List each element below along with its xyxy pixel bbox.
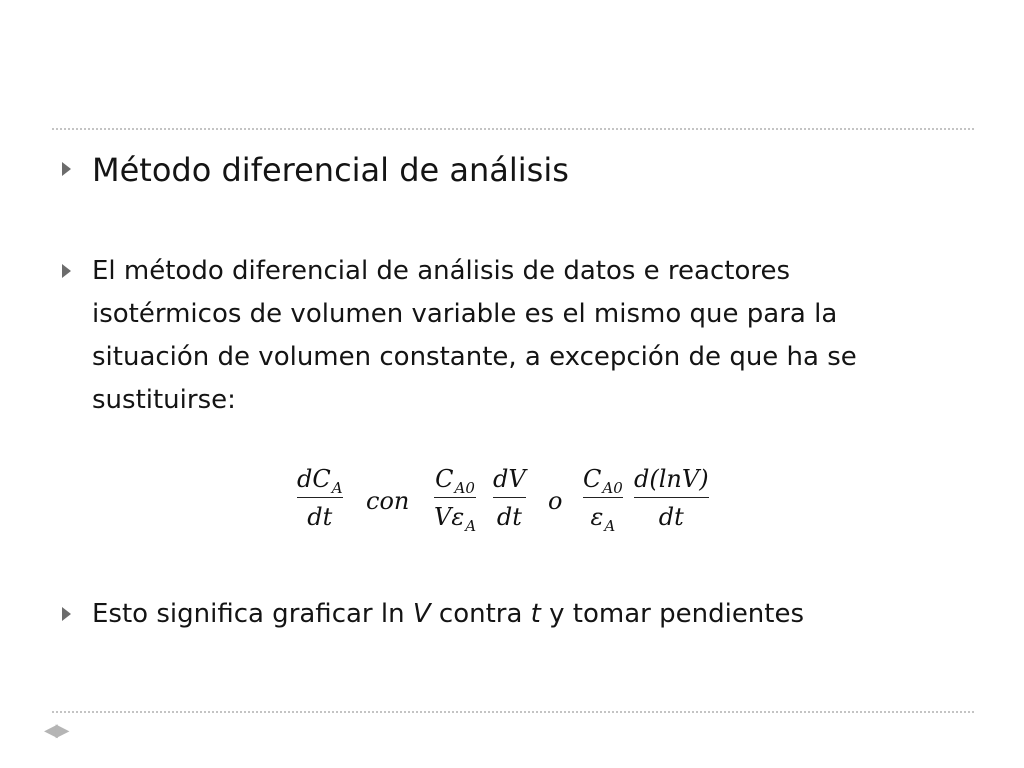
- paragraph-line: situación de volumen constante, a excepción de que ha se: [92, 342, 857, 372]
- equation-fraction-dv-dt: dV dt: [493, 465, 526, 531]
- equation-fraction-ca0-veps: $C_{A0}$ $V\varepsilon_A$: [434, 465, 477, 535]
- paragraph-line: isotérmicos de volumen variable es el mismo que para la: [92, 299, 838, 329]
- equation-fraction-dca-dt: $dC_A$ dt: [297, 465, 343, 531]
- conclusion-line: Esto significa graficar ln V contra t y tomar pendientes: [92, 599, 805, 629]
- equation-fraction-ca0-eps: $C_{A0}$ $\varepsilon_A$: [583, 465, 623, 535]
- bullet-arrow-icon: [62, 162, 71, 176]
- bullet-arrow-icon: [62, 607, 71, 621]
- slide-nav-icon[interactable]: ◀ ▶: [44, 720, 66, 741]
- equation-word-con: con: [366, 487, 410, 515]
- slide-title: Método diferencial de análisis: [92, 151, 569, 189]
- equation-word-o: o: [548, 487, 563, 515]
- body-paragraph: [92, 250, 912, 422]
- top-divider: [52, 128, 974, 130]
- paragraph-line: sustituirse:: [92, 385, 236, 415]
- bottom-divider: [52, 711, 974, 713]
- paragraph-line: El método diferencial de análisis de datos e reactores: [92, 256, 791, 286]
- equation-fraction-dlnv-dt: d(lnV) dt: [634, 465, 709, 531]
- bullet-arrow-icon: [62, 264, 71, 278]
